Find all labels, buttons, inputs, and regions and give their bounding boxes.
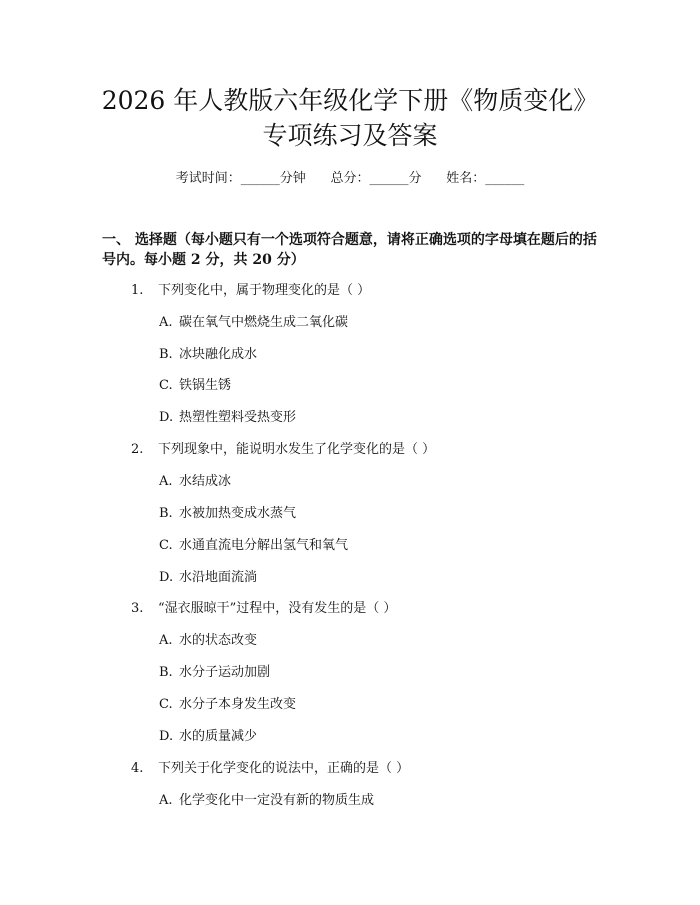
question-4-option-a xyxy=(159,792,374,810)
question-2-option-b xyxy=(159,505,296,523)
option-text: 水的状态改变 xyxy=(179,633,258,648)
option-text: 化学变化中一定没有新的物质生成 xyxy=(179,793,375,808)
option-letter: D. xyxy=(159,570,174,585)
question-text: 下列现象中，能说明水发生了化学变化的是（ ） xyxy=(158,442,436,457)
question-text: 下列关于化学变化的说法中，正确的是（ ） xyxy=(158,761,410,776)
section-heading-line-1: 一、 选择题（每小题只有一个选项符合题意，请将正确选项的字母填在题后的括 xyxy=(102,232,597,248)
question-3-option-b xyxy=(159,664,270,682)
question-3-option-a xyxy=(159,632,257,650)
option-text: 水分子本身发生改变 xyxy=(179,697,297,712)
option-letter: D. xyxy=(159,729,174,744)
question-text: “湿衣服晾干”过程中，没有发生的是（ ） xyxy=(158,601,397,616)
option-letter: C. xyxy=(159,378,173,393)
option-letter: A. xyxy=(159,633,173,648)
question-1-option-c xyxy=(159,377,231,395)
option-letter: A. xyxy=(159,474,173,489)
exam-info-line: 考试时间：______分钟 总分：______分 姓名：______ xyxy=(175,171,525,186)
question-1 xyxy=(131,282,370,300)
question-3 xyxy=(131,600,396,618)
question-number: 4. xyxy=(131,761,144,776)
question-number: 2. xyxy=(131,442,144,457)
option-letter: B. xyxy=(159,665,173,680)
option-letter: B. xyxy=(159,506,173,521)
option-text: 碳在氧气中燃烧生成二氧化碳 xyxy=(179,315,349,330)
document-title-line-1: 2026 年人教版六年级化学下册《物质变化》 xyxy=(101,86,599,115)
section-heading-line-2: 号内。每小题 2 分，共 20 分） xyxy=(102,252,305,268)
question-4 xyxy=(131,760,409,778)
option-letter: D. xyxy=(159,410,174,425)
option-text: 水沿地面流淌 xyxy=(179,570,258,585)
option-text: 水被加热变成水蒸气 xyxy=(179,506,297,521)
question-3-option-c xyxy=(159,696,296,714)
option-text: 热塑性塑料受热变形 xyxy=(179,410,297,425)
option-letter: A. xyxy=(159,793,173,808)
question-3-option-d xyxy=(159,728,257,746)
question-2-option-c xyxy=(159,537,348,555)
option-text: 铁锅生锈 xyxy=(179,378,232,393)
option-letter: A. xyxy=(159,315,173,330)
option-letter: C. xyxy=(159,538,173,553)
option-text: 水分子运动加剧 xyxy=(179,665,271,680)
question-number: 1. xyxy=(131,283,144,298)
question-2-option-d xyxy=(159,569,257,587)
document-title-line-2: 专项练习及答案 xyxy=(262,121,438,150)
option-letter: B. xyxy=(159,347,173,362)
option-text: 水的质量减少 xyxy=(179,729,258,744)
option-text: 水通直流电分解出氢气和氧气 xyxy=(179,538,349,553)
option-text: 水结成冰 xyxy=(179,474,232,489)
question-2 xyxy=(131,441,435,459)
question-1-option-b xyxy=(159,346,257,364)
question-text: 下列变化中，属于物理变化的是（ ） xyxy=(158,283,371,298)
question-number: 3. xyxy=(131,601,144,616)
question-2-option-a xyxy=(159,473,231,491)
question-1-option-d xyxy=(159,409,296,427)
question-1-option-a xyxy=(159,314,348,332)
option-letter: C. xyxy=(159,697,173,712)
option-text: 冰块融化成水 xyxy=(179,347,258,362)
